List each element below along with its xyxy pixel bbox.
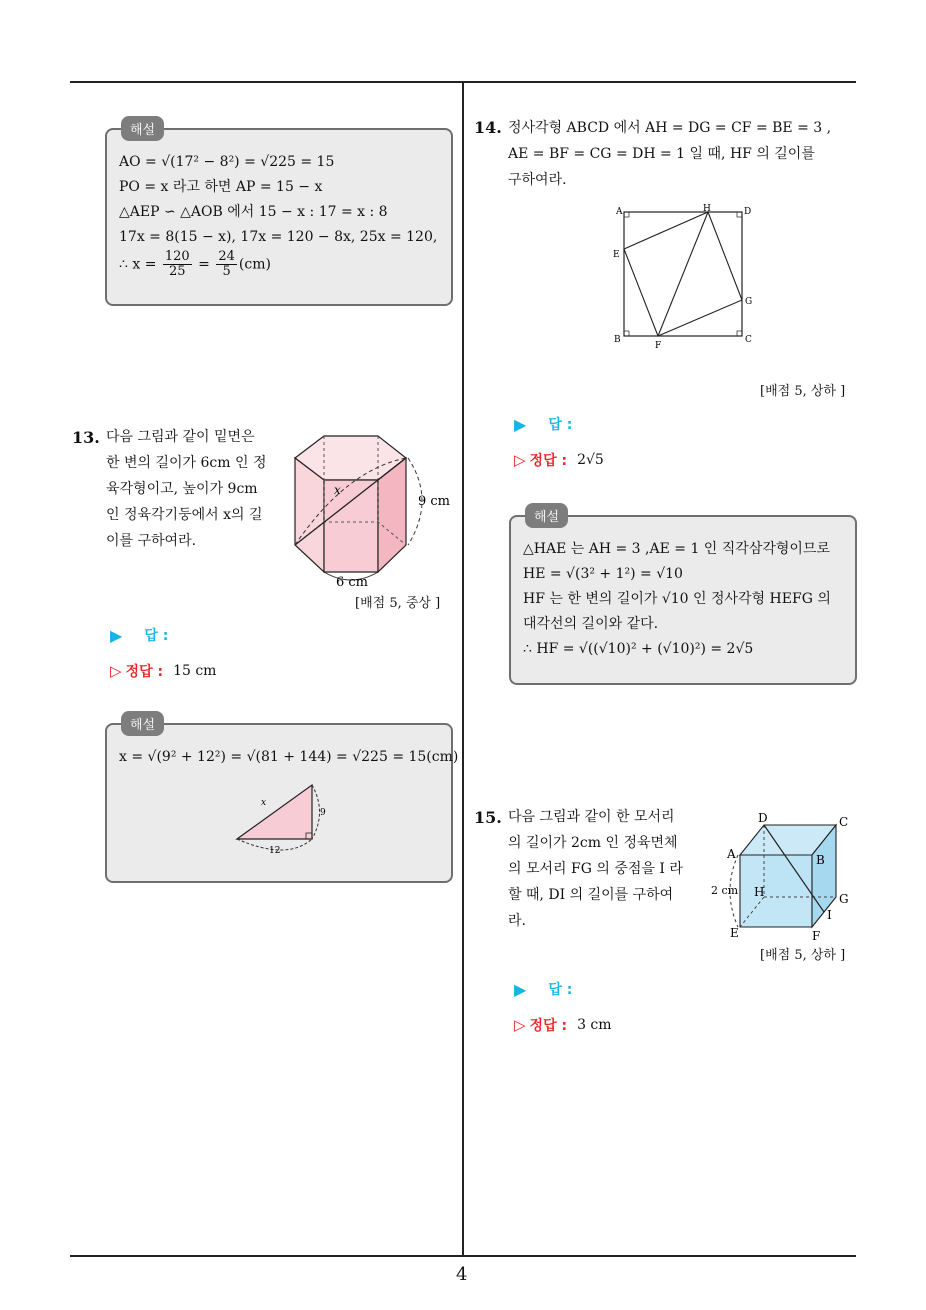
bottom-rule [70, 1255, 856, 1257]
numerator: 24 [218, 249, 235, 264]
solution-line: HF 는 한 변의 길이가 √10 인 정사각형 HEFG 의 [523, 591, 831, 607]
label-E: E [730, 926, 739, 940]
question-number: 15. [474, 808, 502, 827]
answer-label: 답 : [548, 982, 573, 998]
fraction [216, 250, 237, 279]
label-C: C [839, 815, 849, 829]
points-label: [배점 5, 상하 ] [760, 384, 846, 399]
answer-label: 답 : [144, 628, 169, 644]
question-line: 할 때, DI 의 길이를 구하여 [508, 887, 674, 903]
question-number: 14. [474, 118, 502, 137]
solution-box-q14 [509, 510, 857, 685]
question-line: 한 변의 길이가 6cm 인 정 [106, 455, 267, 471]
label-H: H [703, 204, 711, 214]
question-line: 다음 그림과 같이 한 모서리 [508, 809, 675, 825]
solution-line: HE = √(3² + 1²) = √10 [523, 566, 683, 582]
page-number: 4 [456, 1264, 468, 1285]
answer-row [514, 979, 572, 999]
label-base: 6 cm [336, 575, 369, 590]
correct-answer-row [110, 661, 216, 681]
label-H: H [754, 885, 765, 899]
correct-label: 정답 : [529, 453, 568, 469]
square-figure [608, 202, 758, 350]
solution-line: PO = x 라고 하면 AP = 15 − x [119, 179, 323, 195]
fraction [163, 250, 192, 279]
label-9: 9 [320, 808, 326, 818]
solution-line: 17x = 8(15 − x), 17x = 120 − 8x, 25x = 120, [119, 229, 438, 245]
question-line: 인 정육각기둥에서 x의 길 [106, 507, 263, 523]
correct-label: 정답 : [529, 1018, 568, 1034]
answer-label: 답 : [548, 417, 573, 433]
correct-label: 정답 : [125, 664, 164, 680]
label-F: F [812, 929, 821, 942]
label-G: G [839, 892, 849, 906]
solution-line: △HAE 는 AH = 3 ,AE = 1 인 직각삼각형이므로 [523, 541, 830, 557]
question-text [508, 115, 853, 193]
hexagonal-prism-figure [286, 430, 456, 590]
solution-line: x = √(9² + 12²) = √(81 + 144) = √225 = 15(cm) [119, 749, 459, 765]
correct-answer-row [514, 450, 604, 470]
denominator: 5 [222, 264, 231, 279]
question-line: 구하여라. [508, 172, 567, 188]
solution-line: △AEP ∽ △AOB 에서 15 − x : 17 = x : 8 [119, 204, 388, 220]
cube-figure [708, 810, 858, 942]
correct-answer-value: 3 cm [577, 1017, 612, 1033]
points-label: [배점 5, 중상 ] [355, 596, 441, 611]
question-line: 라. [508, 913, 526, 929]
question-line: 육각형이고, 높이가 9cm [106, 481, 258, 497]
correct-answer-value: 15 cm [173, 663, 217, 679]
label-x: x [334, 483, 341, 497]
question-line: 이를 구하여라. [106, 533, 197, 549]
label-C: C [745, 335, 752, 345]
numerator: 120 [164, 249, 190, 264]
label-B: B [614, 335, 621, 345]
label-E: E [613, 250, 620, 260]
label-12: 12 [269, 846, 281, 856]
solution-line [119, 250, 441, 279]
question-line: 의 모서리 FG 의 중점을 I 라 [508, 861, 683, 877]
triangle-outline-icon: ▷ [514, 451, 526, 469]
answer-row [110, 625, 168, 645]
denominator: 25 [169, 264, 186, 279]
correct-answer-row [514, 1015, 612, 1035]
label-D: D [744, 207, 752, 217]
play-arrow-icon: ▶ [110, 625, 123, 645]
question-line: 의 길이가 2cm 인 정육면체 [508, 835, 678, 851]
answer-row [514, 414, 572, 434]
right-triangle-figure [227, 777, 337, 857]
label-A: A [616, 207, 623, 217]
play-arrow-icon: ▶ [514, 414, 527, 434]
solution-text: (cm) [238, 256, 271, 273]
solution-line: ∴ HF = √((√10)² + (√10)²) = 2√5 [523, 641, 754, 657]
solution-line: AO = √(17² − 8²) = √225 = 15 [119, 154, 335, 170]
solution-tag: 해설 [525, 503, 568, 528]
question-line: AE = BF = CG = DH = 1 일 때, HF 의 길이를 [508, 146, 815, 162]
label-F: F [655, 341, 662, 350]
solution-line: 대각선의 길이와 같다. [523, 616, 659, 632]
correct-answer-value: 2√5 [577, 452, 604, 468]
label-I: I [827, 908, 832, 922]
label-A: A [727, 847, 736, 861]
label-x: x [261, 798, 267, 808]
label-length: 2 cm [711, 884, 739, 897]
column-divider [462, 83, 464, 1257]
label-G: G [745, 297, 753, 307]
equals-sign: = [198, 256, 210, 273]
label-D: D [758, 811, 768, 825]
question-text [508, 804, 704, 934]
question-number: 13. [72, 428, 100, 447]
play-arrow-icon: ▶ [514, 979, 527, 999]
solution-tag: 해설 [121, 116, 164, 141]
label-height: 9 cm [418, 494, 451, 509]
triangle-outline-icon: ▷ [110, 662, 122, 680]
triangle-outline-icon: ▷ [514, 1016, 526, 1034]
points-label: [배점 5, 상하 ] [760, 948, 846, 963]
solution-box-q13 [105, 718, 459, 883]
solution-tag: 해설 [121, 711, 164, 736]
question-line: 정사각형 ABCD 에서 AH = DG = CF = BE = 3 , [508, 120, 832, 136]
solution-box-q12 [105, 123, 453, 306]
question-line: 다음 그림과 같이 밑면은 [106, 429, 255, 445]
question-text [106, 424, 282, 554]
label-B: B [816, 853, 825, 867]
solution-text: ∴ x = [119, 256, 157, 273]
